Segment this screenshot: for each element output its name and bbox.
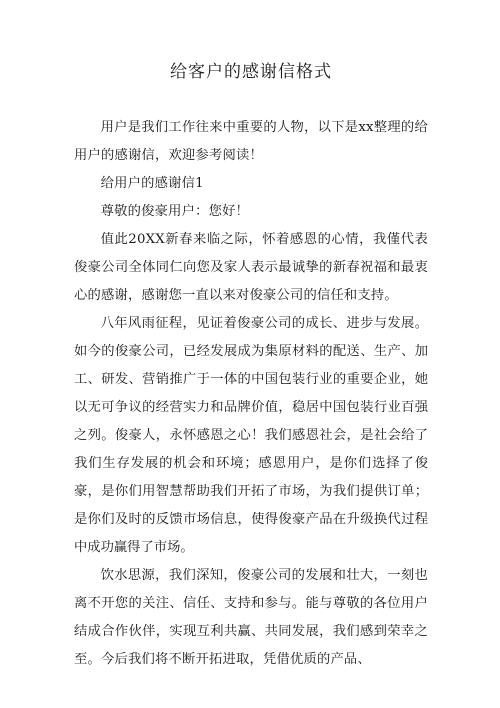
body-paragraph-history: 八年风雨征程，见证着俊豪公司的成长、进步与发展。如今的俊豪公司，已经发展成为集原材料的配送、生产、加工、研发、营销推广于一体的中国包装行业的重要企业，她以无可争议的经营实力和品牌价值，稳居中国包装行业百强之列。俊豪人，永怀感恩之心！我们感恩社会，是社会给了我们生存发展的机会和环境；感恩用户，是你们选择了俊豪，是你们用智慧帮助我们开拓了市场，为我们提供订单；是你们及时的反馈市场信息，使得俊豪产品在升级换代过程中成功赢得了市场。 <box>74 316 428 555</box>
body-paragraph-gratitude: 饮水思源，我们深知，俊豪公司的发展和壮大，一刻也离不开您的关注、信任、支持和参与。能与尊敬的各位用户结成合作伙伴，实现互利共赢、共同发展，我们感到荣幸之至。今后我们将不断开拓进取，凭借优质的产品、 <box>74 568 428 667</box>
intro-paragraph: 用户是我们工作往来中重要的人物，以下是xx整理的给用户的感谢信，欢迎参考阅读！ <box>74 120 428 163</box>
body-paragraph-greeting: 值此20XX新春来临之际，怀着感恩的心情，我僅代表俊豪公司全体同仁向您及家人表示最诚挚的新春祝福和最衷心的感谢，感谢您一直以来对俊豪公司的信任和支持。 <box>74 232 428 303</box>
letter-body <box>74 114 428 674</box>
salutation: 尊敬的俊豪用户：您好！ <box>100 204 250 219</box>
page-title: 给客户的感谢信格式 <box>170 62 332 82</box>
letter-heading: 给用户的感谢信1 <box>100 176 204 191</box>
